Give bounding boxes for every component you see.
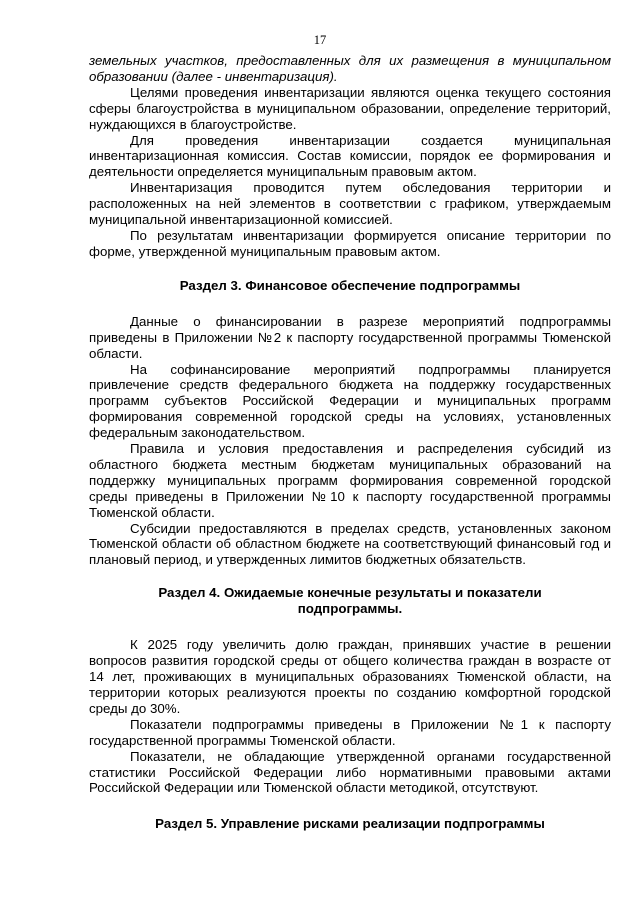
page-number: 17 <box>313 33 327 47</box>
section-4-paragraph: К 2025 году увеличить долю граждан, принявших участие в решении вопросов развития городской среды от общего количества граждан в возрасте от 14 лет, проживающих в муниципальных образованиях Тюменской области, на территории которых реализуются проекты по созданию комфортной городской среды до 30%. <box>89 637 611 716</box>
section-4-heading-line-2: подпрограммы. <box>297 601 403 617</box>
intro-paragraph: Инвентаризация проводится путем обследования территории и расположенных на ней элементов в соответствии с графиком, утверждаемым муниципальной инвентаризационной комиссией. <box>89 180 611 228</box>
intro-paragraph-continuation: земельных участков, предоставленных для их размещения в муниципальном образовании (далее - инвентаризация). <box>89 53 611 84</box>
section-4-heading-line-1: Раздел 4. Ожидаемые конечные результаты и показатели <box>158 585 542 601</box>
section-3-paragraph: На софинансирование мероприятий подпрограммы планируется привлечение средств федерального бюджета на поддержку государственных программ субъектов Российской Федерации и муниципальных программ формирования современной городской среды на условиях, установленных федеральным законодательством. <box>89 361 611 441</box>
intro-paragraph: Для проведения инвентаризации создается муниципальная инвентаризационная комиссия. Состав комиссии, порядок ее формирования и деятельности определяется муниципальным правовым актом. <box>89 132 611 180</box>
section-3-paragraph: Данные о финансировании в разрезе мероприятий подпрограммы приведены в Приложении №2 к паспорту государственной программы Тюменской области. <box>89 313 611 361</box>
section-3-paragraph: Правила и условия предоставления и распределения субсидий из областного бюджета местным бюджетам муниципальных образований на поддержку муниципальных программ формирования современной городской среды приведены в Приложении №10 к паспорту государственной программы Тюменской области. <box>89 441 611 520</box>
section-4-heading <box>89 585 611 617</box>
intro-paragraph: Целями проведения инвентаризации являются оценка текущего состояния сферы благоустройства в муниципальном образовании, определение территорий, нуждающихся в благоустройстве. <box>89 84 611 132</box>
intro-paragraph: По результатам инвентаризации формируется описание территории по форме, утвержденной муниципальным правовым актом. <box>89 227 611 259</box>
section-5-heading: Раздел 5. Управление рисками реализации подпрограммы <box>155 816 545 832</box>
section-3-paragraph: Субсидии предоставляются в пределах средств, установленных законом Тюменской области об областном бюджете на соответствующий финансовый год и плановый период, и утвержденных лимитов бюджетных обязательств. <box>89 520 611 568</box>
document-body <box>89 53 611 832</box>
section-4-paragraph: Показатели, не обладающие утвержденной органами государственной статистики Российской Федерации либо нормативными правовыми актами Российской Федерации или Тюменской области методикой, отсутствуют. <box>89 748 611 796</box>
section-3-heading: Раздел 3. Финансовое обеспечение подпрограммы <box>179 277 521 293</box>
section-4-paragraph: Показатели подпрограммы приведены в Приложении №1 к паспорту государственной программы Тюменской области. <box>89 716 611 748</box>
